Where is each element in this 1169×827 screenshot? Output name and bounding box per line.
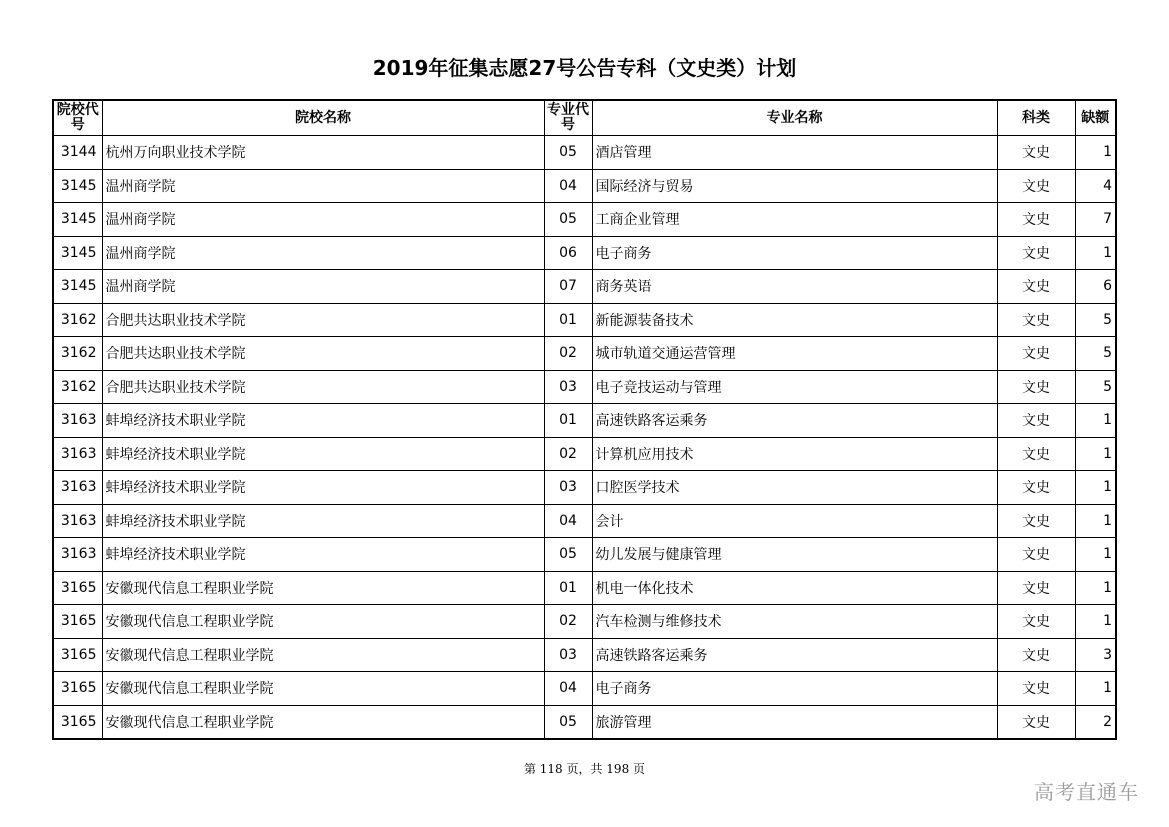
watermark: 高考直通车 [1034,780,1139,804]
cell-school-code: 3163 [53,538,102,572]
cell-school-name: 温州商学院 [102,169,544,203]
table-row [53,705,1116,739]
cell-category: 文史 [997,638,1075,672]
cell-school-code: 3144 [53,136,102,170]
header-school-code: 院校代号 [53,100,102,136]
cell-school-name: 安徽现代信息工程职业学院 [102,705,544,739]
cell-major-name: 幼儿发展与健康管理 [592,538,997,572]
cell-vacancy: 7 [1075,203,1116,237]
cell-category: 文史 [997,404,1075,438]
table-row [53,471,1116,505]
cell-category: 文史 [997,538,1075,572]
table-row [53,203,1116,237]
cell-major-code: 02 [544,337,592,371]
cell-school-code: 3165 [53,705,102,739]
cell-school-code: 3145 [53,203,102,237]
cell-school-name: 蚌埠经济技术职业学院 [102,404,544,438]
cell-category: 文史 [997,136,1075,170]
cell-vacancy: 5 [1075,337,1116,371]
cell-major-code: 06 [544,236,592,270]
cell-school-name: 合肥共达职业技术学院 [102,370,544,404]
table-row [53,303,1116,337]
cell-school-name: 温州商学院 [102,203,544,237]
cell-vacancy: 2 [1075,705,1116,739]
cell-major-name: 汽车检测与维修技术 [592,605,997,639]
cell-school-name: 温州商学院 [102,270,544,304]
cell-vacancy: 1 [1075,571,1116,605]
page-number: 第 118 页，共 198 页 [523,762,646,776]
cell-school-code: 3162 [53,303,102,337]
header-category: 科类 [997,100,1075,136]
cell-vacancy: 1 [1075,136,1116,170]
cell-major-code: 01 [544,571,592,605]
cell-vacancy: 6 [1075,270,1116,304]
cell-vacancy: 1 [1075,437,1116,471]
cell-vacancy: 1 [1075,538,1116,572]
cell-category: 文史 [997,270,1075,304]
cell-major-code: 03 [544,471,592,505]
cell-category: 文史 [997,337,1075,371]
table-row [53,169,1116,203]
cell-vacancy: 4 [1075,169,1116,203]
cell-category: 文史 [997,504,1075,538]
cell-major-name: 国际经济与贸易 [592,169,997,203]
cell-school-code: 3163 [53,437,102,471]
cell-category: 文史 [997,169,1075,203]
cell-category: 文史 [997,672,1075,706]
cell-school-name: 蚌埠经济技术职业学院 [102,471,544,505]
cell-major-name: 新能源装备技术 [592,303,997,337]
cell-major-name: 高速铁路客运乘务 [592,638,997,672]
cell-major-name: 高速铁路客运乘务 [592,404,997,438]
cell-school-code: 3163 [53,404,102,438]
table-row [53,337,1116,371]
cell-major-name: 城市轨道交通运营管理 [592,337,997,371]
cell-school-code: 3165 [53,638,102,672]
cell-school-code: 3165 [53,571,102,605]
table-row [53,571,1116,605]
cell-school-name: 安徽现代信息工程职业学院 [102,638,544,672]
cell-major-name: 电子商务 [592,672,997,706]
cell-school-code: 3163 [53,471,102,505]
table-row [53,672,1116,706]
page-title: 2019年征集志愿27号公告专科（文史类）计划 [372,56,797,80]
cell-school-name: 合肥共达职业技术学院 [102,303,544,337]
cell-category: 文史 [997,236,1075,270]
cell-category: 文史 [997,437,1075,471]
cell-major-code: 05 [544,538,592,572]
cell-major-name: 旅游管理 [592,705,997,739]
cell-major-code: 04 [544,504,592,538]
cell-category: 文史 [997,605,1075,639]
cell-school-name: 温州商学院 [102,236,544,270]
cell-school-name: 安徽现代信息工程职业学院 [102,605,544,639]
cell-vacancy: 3 [1075,638,1116,672]
table-row [53,136,1116,170]
cell-vacancy: 5 [1075,303,1116,337]
table-row [53,270,1116,304]
table-body [53,136,1116,740]
header-vacancy: 缺额 [1075,100,1116,136]
table-row [53,504,1116,538]
cell-school-code: 3145 [53,270,102,304]
cell-vacancy: 1 [1075,236,1116,270]
cell-major-code: 07 [544,270,592,304]
table-row [53,605,1116,639]
table-header-row [53,100,1116,136]
table-row [53,437,1116,471]
cell-major-code: 03 [544,370,592,404]
cell-major-code: 03 [544,638,592,672]
cell-major-name: 酒店管理 [592,136,997,170]
cell-school-code: 3162 [53,337,102,371]
cell-vacancy: 1 [1075,672,1116,706]
header-major-name: 专业名称 [592,100,997,136]
cell-major-code: 04 [544,672,592,706]
cell-vacancy: 1 [1075,471,1116,505]
cell-major-code: 05 [544,136,592,170]
cell-major-name: 口腔医学技术 [592,471,997,505]
cell-school-name: 蚌埠经济技术职业学院 [102,437,544,471]
cell-school-name: 安徽现代信息工程职业学院 [102,672,544,706]
cell-school-code: 3145 [53,169,102,203]
cell-school-code: 3165 [53,672,102,706]
cell-school-name: 蚌埠经济技术职业学院 [102,504,544,538]
cell-school-name: 杭州万向职业技术学院 [102,136,544,170]
table-row [53,404,1116,438]
cell-school-name: 蚌埠经济技术职业学院 [102,538,544,572]
table-row [53,638,1116,672]
plan-table [52,99,1117,740]
table-row [53,370,1116,404]
cell-major-name: 电子竞技运动与管理 [592,370,997,404]
cell-school-name: 合肥共达职业技术学院 [102,337,544,371]
cell-major-code: 05 [544,705,592,739]
cell-major-code: 04 [544,169,592,203]
cell-major-name: 会计 [592,504,997,538]
header-school-name: 院校名称 [102,100,544,136]
cell-school-code: 3165 [53,605,102,639]
cell-major-code: 02 [544,437,592,471]
cell-category: 文史 [997,303,1075,337]
cell-major-code: 01 [544,404,592,438]
cell-vacancy: 1 [1075,504,1116,538]
cell-major-name: 商务英语 [592,270,997,304]
cell-category: 文史 [997,370,1075,404]
cell-vacancy: 1 [1075,404,1116,438]
cell-category: 文史 [997,705,1075,739]
cell-school-code: 3162 [53,370,102,404]
cell-school-name: 安徽现代信息工程职业学院 [102,571,544,605]
cell-category: 文史 [997,203,1075,237]
cell-major-code: 02 [544,605,592,639]
cell-category: 文史 [997,571,1075,605]
table-row [53,538,1116,572]
cell-vacancy: 1 [1075,605,1116,639]
cell-major-name: 电子商务 [592,236,997,270]
header-major-code: 专业代号 [544,100,592,136]
table-row [53,236,1116,270]
cell-major-code: 05 [544,203,592,237]
cell-school-code: 3163 [53,504,102,538]
cell-category: 文史 [997,471,1075,505]
cell-vacancy: 5 [1075,370,1116,404]
cell-school-code: 3145 [53,236,102,270]
cell-major-name: 计算机应用技术 [592,437,997,471]
cell-major-name: 工商企业管理 [592,203,997,237]
cell-major-code: 01 [544,303,592,337]
cell-major-name: 机电一体化技术 [592,571,997,605]
